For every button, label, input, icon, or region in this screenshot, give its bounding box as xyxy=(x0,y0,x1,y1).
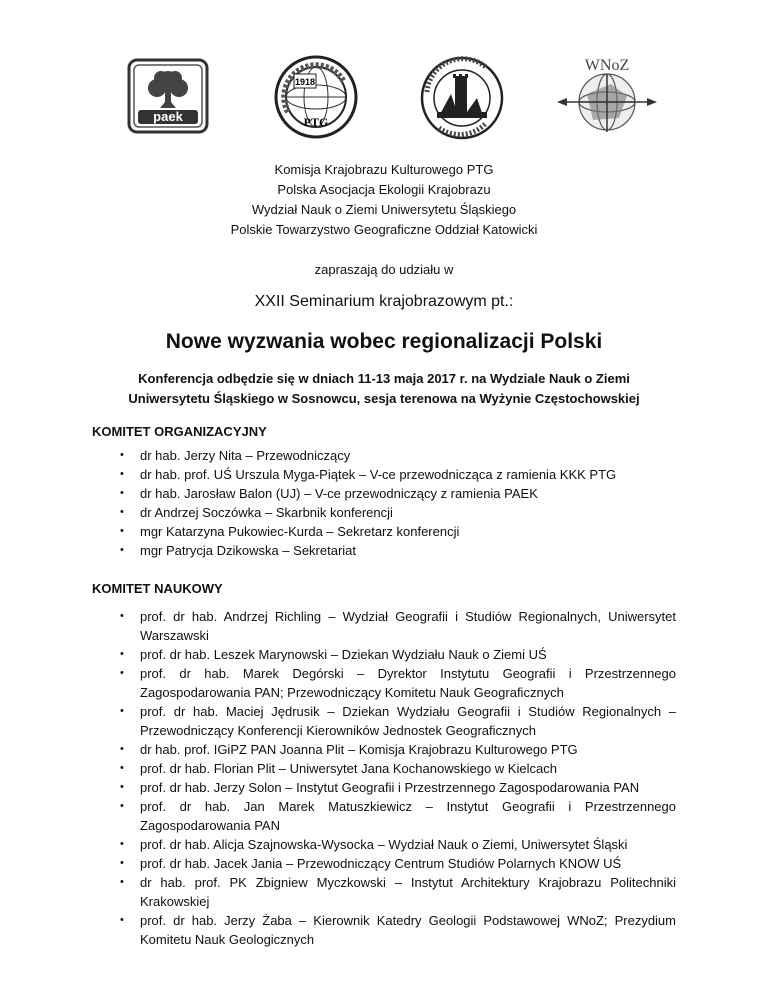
list-item: • dr hab. prof. UŚ Urszula Myga-Piątek – V-ce przewodnicząca z ramienia KKK PTG xyxy=(140,465,700,484)
svg-text:PTG: PTG xyxy=(303,115,329,129)
organizer-line: Polskie Towarzystwo Geograficzne Oddział Katowicki xyxy=(230,222,538,237)
list-item: • mgr Patrycja Dzikowska – Sekretariat xyxy=(140,541,700,560)
list-item: • prof. dr hab. Jacek Jania – Przewodniczący Centrum Studiów Polarnych KNOW UŚ xyxy=(140,854,676,873)
list-item: • prof. dr hab. Jerzy Żaba – Kierownik Katedry Geologii Podstawowej WNoZ; Prezydium Komitetu Nauk Geologicznych xyxy=(140,911,676,949)
scientific-committee-list xyxy=(140,607,676,949)
organizer-line: Komisja Krajobrazu Kulturowego PTG xyxy=(274,162,494,177)
kkk-castle-logo xyxy=(417,54,507,142)
list-item: • dr hab. prof. IGiPZ PAN Joanna Plit – Komisja Krajobrazu Kulturowego PTG xyxy=(140,740,676,759)
organizer-line: Wydział Nauk o Ziemi Uniwersytetu Śląskiego xyxy=(251,202,517,217)
organizing-committee-heading: KOMITET ORGANIZACYJNY xyxy=(92,424,267,439)
organizers-list xyxy=(0,160,768,240)
logo-row xyxy=(0,52,768,142)
list-item: • prof. dr hab. Andrzej Richling – Wydział Geografii i Studiów Regionalnych, Uniwersytet Warszawski xyxy=(140,607,676,645)
svg-text:1918: 1918 xyxy=(294,77,316,87)
organizing-committee-list xyxy=(140,446,700,560)
seminar-heading: XXII Seminarium krajobrazowym pt.: xyxy=(254,293,514,310)
invite-text: zapraszają do udziału w xyxy=(314,262,454,277)
wnoz-logo xyxy=(553,54,661,134)
conference-line: Konferencja odbędzie się w dniach 11-13 maja 2017 r. na Wydziale Nauk o Ziemi xyxy=(138,371,630,386)
scientific-committee-heading: KOMITET NAUKOWY xyxy=(92,581,223,596)
list-item: • dr hab. Jarosław Balon (UJ) – V-ce przewodniczący z ramienia PAEK xyxy=(140,484,700,503)
list-item: • prof. dr hab. Jan Marek Matuszkiewicz – Instytut Geografii i Przestrzennego Zagospodarowania PAN xyxy=(140,797,676,835)
paek-logo xyxy=(127,58,209,134)
list-item: • dr hab. prof. PK Zbigniew Myczkowski – Instytut Architektury Krajobrazu Politechniki Krakowskiej xyxy=(140,873,676,911)
conference-line: Uniwersytetu Śląskiego w Sosnowcu, sesja terenowa na Wyżynie Częstochowskiej xyxy=(128,391,640,406)
list-item: • prof. dr hab. Florian Plit – Uniwersytet Jana Kochanowskiego w Kielcach xyxy=(140,759,676,778)
list-item: • prof. dr hab. Maciej Jędrusik – Dziekan Wydziału Geografii i Studiów Regionalnych – Przewodniczący Konferencji Kierowników Jednostek Geograficznych xyxy=(140,702,676,740)
list-item: • prof. dr hab. Jerzy Solon – Instytut Geografii i Przestrzennego Zagospodarowania PAN xyxy=(140,778,676,797)
list-item: • dr Andrzej Soczówka – Skarbnik konferencji xyxy=(140,503,700,522)
organizer-line: Polska Asocjacja Ekologii Krajobrazu xyxy=(277,182,491,197)
list-item: • prof. dr hab. Leszek Marynowski – Dziekan Wydziału Nauk o Ziemi UŚ xyxy=(140,645,676,664)
ptg-logo xyxy=(272,52,360,142)
list-item: • prof. dr hab. Marek Degórski – Dyrektor Instytutu Geografii i Przestrzennego Zagospodarowania PAN; Przewodniczący Komitetu Nauk Geograficznych xyxy=(140,664,676,702)
list-item: • dr hab. Jerzy Nita – Przewodniczący xyxy=(140,446,700,465)
conference-info xyxy=(0,369,768,409)
list-item: • prof. dr hab. Alicja Szajnowska-Wysocka – Wydział Nauk o Ziemi, Uniwersytet Śląski xyxy=(140,835,676,854)
list-item: • mgr Katarzyna Pukowiec-Kurda – Sekretarz konferencji xyxy=(140,522,700,541)
document-title: Nowe wyzwania wobec regionalizacji Polski xyxy=(165,330,603,353)
paek-logo-text: paek xyxy=(153,109,183,124)
wnoz-logo-text: WNoZ xyxy=(584,57,630,74)
